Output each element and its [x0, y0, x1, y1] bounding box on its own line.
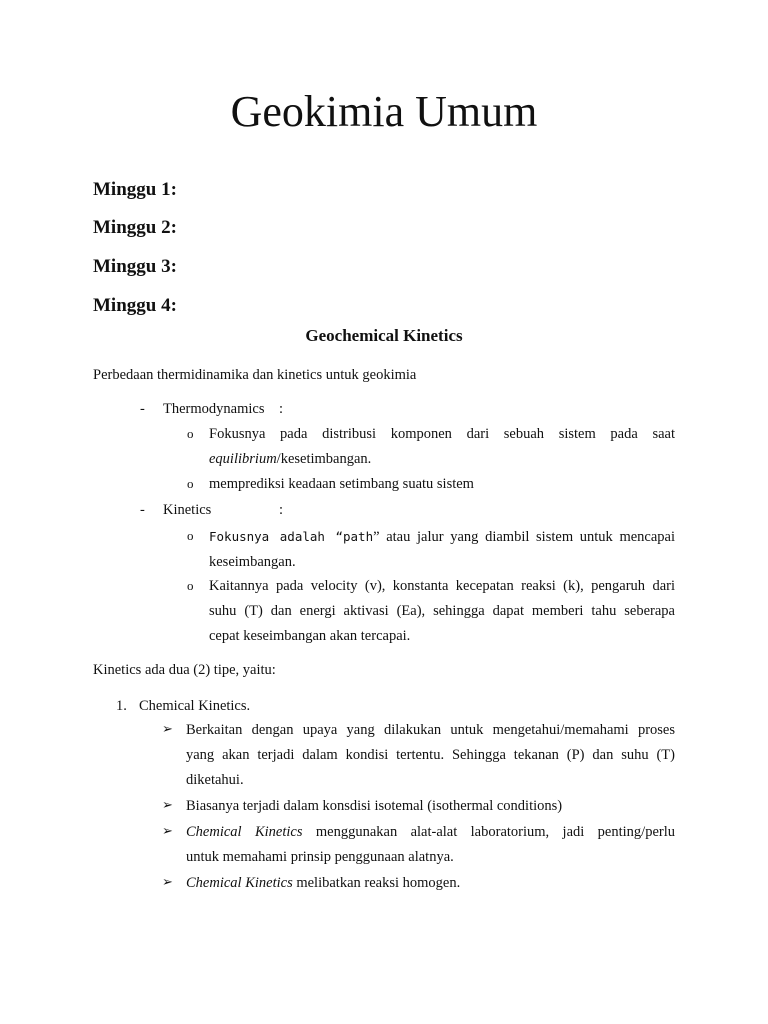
- chemical-bullet-4: [186, 871, 675, 896]
- thermo-bullet-1: [209, 422, 675, 472]
- chemical-bullet-1-line-3: diketahui.: [186, 772, 244, 788]
- path-phrase: Fokusnya adalah “path: [209, 529, 374, 544]
- chemical-bullet-4-rest: melibatkan reaksi homogen.: [292, 875, 461, 891]
- kinetics-colon: :: [279, 502, 284, 518]
- chemical-kinetics-label: Chemical Kinetics.: [139, 698, 251, 714]
- arrow-bullet-icon: ➢: [162, 722, 173, 737]
- chemical-kinetics-term: Chemical Kinetics: [186, 875, 293, 891]
- thermo-bullet-2: memprediksi keadaan setimbang suatu sistem: [209, 476, 474, 492]
- chemical-bullet-3: [186, 820, 675, 870]
- dash-marker: -: [140, 502, 145, 518]
- arrow-bullet-icon: ➢: [162, 798, 173, 813]
- thermo-colon: :: [279, 401, 284, 417]
- chemical-kinetics-term: Chemical Kinetics: [186, 824, 303, 840]
- kinetics-bullet-2-line-1: Kaitannya pada velocity (v), konstanta kecepatan reaksi (k), pengaruh dari: [209, 578, 675, 594]
- thermo-bullet-1-line-1: Fokusnya pada distribusi komponen dari sebuah sistem pada saat: [209, 426, 675, 442]
- kinetics-bullet-1-line-2: keseimbangan.: [209, 554, 296, 570]
- chemical-bullet-3-line-1: [186, 820, 675, 845]
- bullet-marker: o: [187, 528, 194, 543]
- bullet-marker: o: [187, 426, 194, 441]
- path-rest-text: ” atau jalur yang diambil sistem untuk mencapai: [373, 529, 675, 545]
- week-4-heading: Minggu 4:: [93, 295, 177, 316]
- equilibrium-term: equilibrium: [209, 451, 277, 467]
- kinetics-bullet-1-line-1: [209, 524, 675, 550]
- thermo-bullet-1-line-2: [209, 451, 371, 467]
- bullet-marker: o: [187, 476, 194, 491]
- dash-marker: -: [140, 401, 145, 417]
- week-2-heading: Minggu 2:: [93, 217, 177, 238]
- chemical-bullet-1-line-2: yang akan terjadi dalam kondisi tertentu. Sehingga tekanan (P) dan suhu (T): [186, 747, 675, 763]
- kinetics-bullet-1: [209, 524, 675, 575]
- kinetics-label: Kinetics: [163, 502, 212, 518]
- arrow-bullet-icon: ➢: [162, 875, 173, 890]
- bullet-marker: o: [187, 578, 194, 593]
- section-title: Geochemical Kinetics: [305, 326, 463, 345]
- kesetimbangan-text: /kesetimbangan.: [276, 451, 372, 467]
- kinetics-bullet-2-line-3: cepat keseimbangan akan tercapai.: [209, 628, 411, 644]
- chemical-bullet-3-rest: menggunakan alat-alat laboratorium, jadi penting/perlu: [302, 824, 675, 840]
- week-3-heading: Minggu 3:: [93, 256, 177, 277]
- thermo-label: Thermodynamics: [163, 401, 265, 417]
- chemical-bullet-3-line-2: untuk memahami prinsip penggunaan alatnya.: [186, 849, 454, 865]
- kinetics-bullet-2: [209, 574, 675, 649]
- types-intro: Kinetics ada dua (2) tipe, yaitu:: [93, 662, 276, 678]
- arrow-bullet-icon: ➢: [162, 824, 173, 839]
- chemical-bullet-1: [186, 718, 675, 793]
- chemical-bullet-1-line-1: Berkaitan dengan upaya yang dilakukan untuk mengetahui/memahami proses: [186, 722, 675, 738]
- week-1-heading: Minggu 1:: [93, 179, 177, 200]
- kinetics-bullet-2-line-2: suhu (T) dan energi aktivasi (Ea), sehingga dapat memberi tahu seberapa: [209, 603, 675, 619]
- chemical-bullet-2: Biasanya terjadi dalam konsdisi isotemal (isothermal conditions): [186, 798, 563, 814]
- list-number: 1.: [116, 698, 127, 714]
- intro-paragraph: Perbedaan thermidinamika dan kinetics untuk geokimia: [93, 367, 417, 383]
- document-title: Geokimia Umum: [230, 87, 538, 136]
